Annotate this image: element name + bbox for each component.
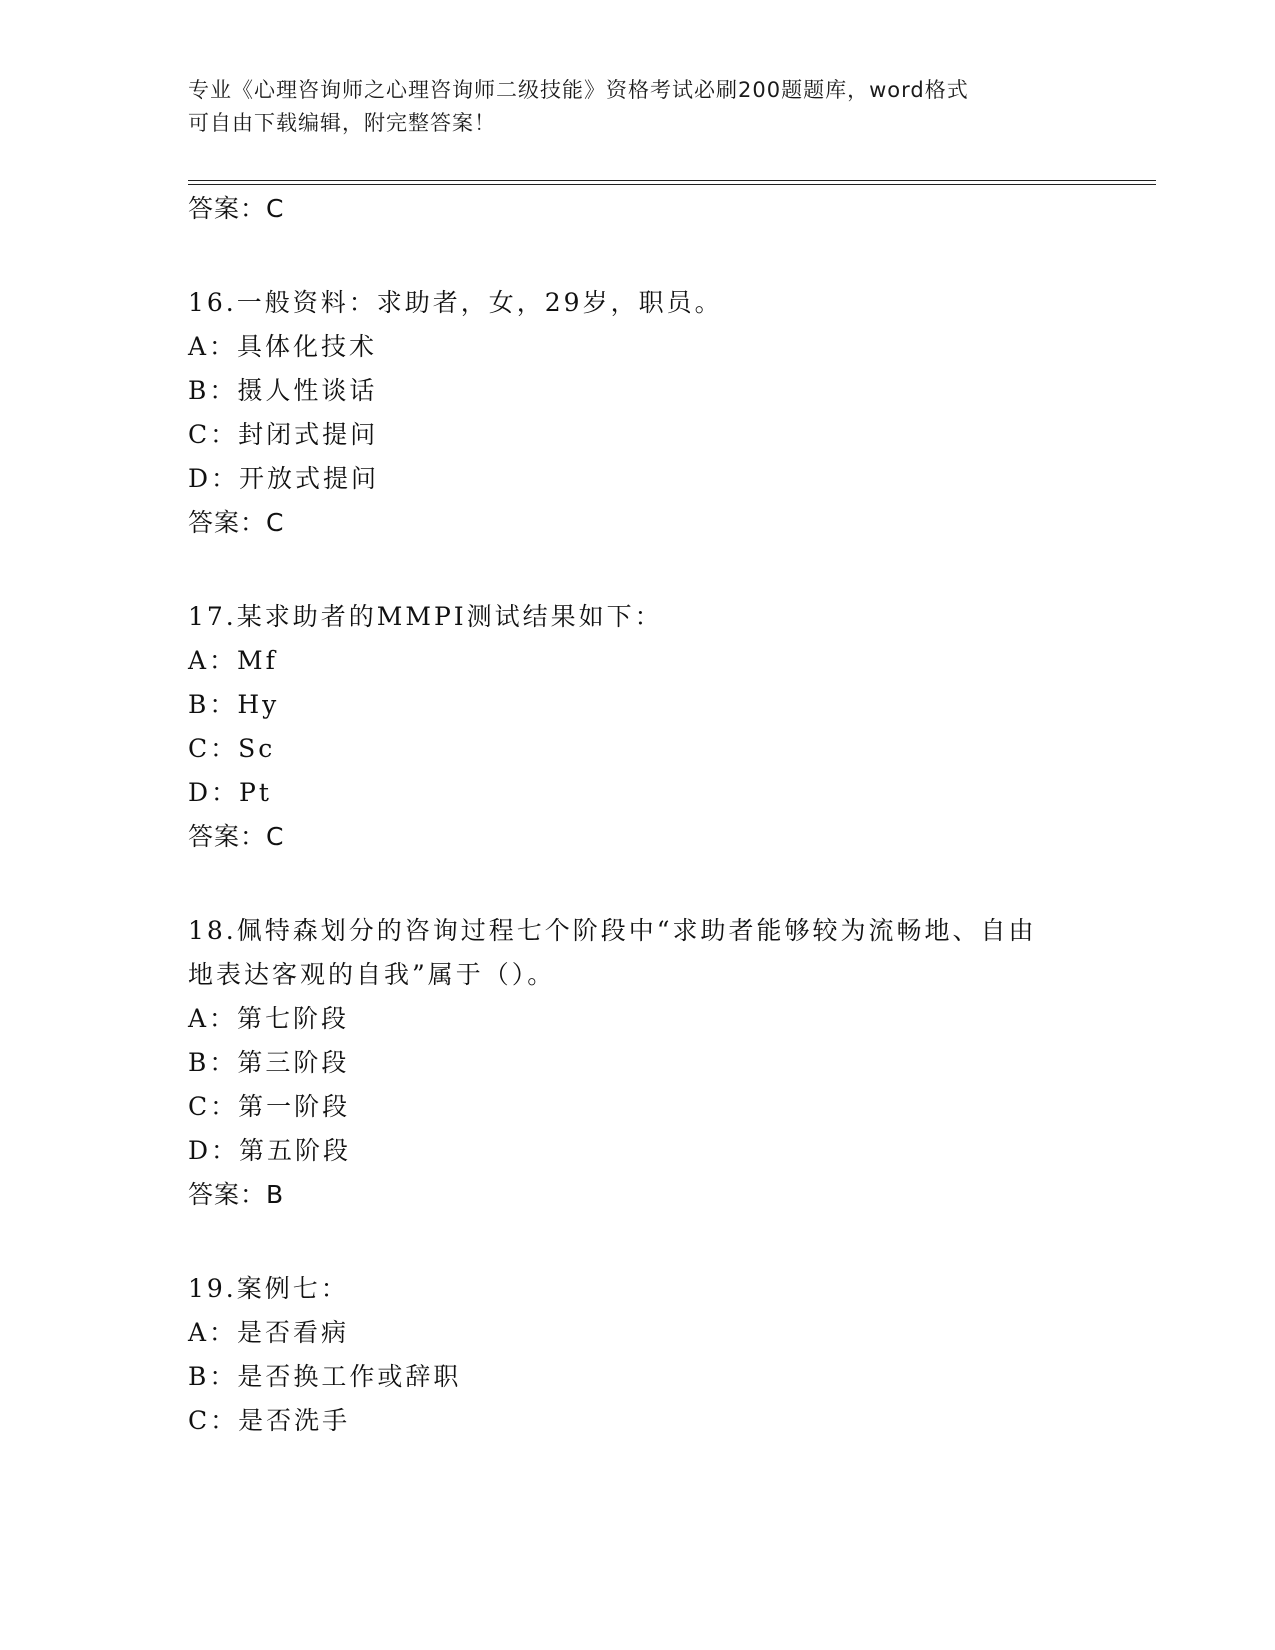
question-17-answer: 答案：C xyxy=(188,822,285,851)
question-16-option-a: A：具体化技术 xyxy=(188,332,378,361)
question-19-option-b: B：是否换工作或辞职 xyxy=(188,1362,462,1391)
header-divider-top xyxy=(188,180,1156,181)
question-19-stem: 19.案例七： xyxy=(188,1274,349,1303)
document-header xyxy=(188,74,1068,140)
question-16-answer: 答案：C xyxy=(188,508,285,537)
question-16-stem: 16.一般资料：求助者，女，29岁，职员。 xyxy=(188,288,723,317)
answer-prev: 答案：C xyxy=(188,194,285,223)
question-16-option-d: D：开放式提问 xyxy=(188,464,380,493)
question-18-option-a: A：第七阶段 xyxy=(188,1004,350,1033)
question-19-option-c: C：是否洗手 xyxy=(188,1406,351,1435)
question-17-option-c: C：Sc xyxy=(188,734,276,763)
question-17-option-d: D：Pt xyxy=(188,778,272,807)
header-line-1: 专业《心理咨询师之心理咨询师二级技能》资格考试必刷200题题库，word格式 xyxy=(188,78,969,102)
question-16-option-c: C：封闭式提问 xyxy=(188,420,379,449)
question-17-option-a: A：Mf xyxy=(188,646,278,675)
question-18-option-b: B：第三阶段 xyxy=(188,1048,350,1077)
question-16-option-b: B：摄人性谈话 xyxy=(188,376,378,405)
question-18-answer: 答案：B xyxy=(188,1180,285,1209)
question-18-option-d: D：第五阶段 xyxy=(188,1136,352,1165)
question-17-stem: 17.某求助者的MMPI测试结果如下： xyxy=(188,602,663,631)
question-18-stem-line-2: 地表达客观的自我”属于（）。 xyxy=(188,960,556,989)
question-19-option-a: A：是否看病 xyxy=(188,1318,350,1347)
header-divider-bottom xyxy=(188,184,1156,185)
question-17-option-b: B：Hy xyxy=(188,690,280,719)
header-line-2: 可自由下载编辑，附完整答案！ xyxy=(188,111,496,135)
question-18-stem-line-1: 18.佩特森划分的咨询过程七个阶段中“求助者能够较为流畅地、自由 xyxy=(188,916,1037,945)
question-18-option-c: C：第一阶段 xyxy=(188,1092,351,1121)
